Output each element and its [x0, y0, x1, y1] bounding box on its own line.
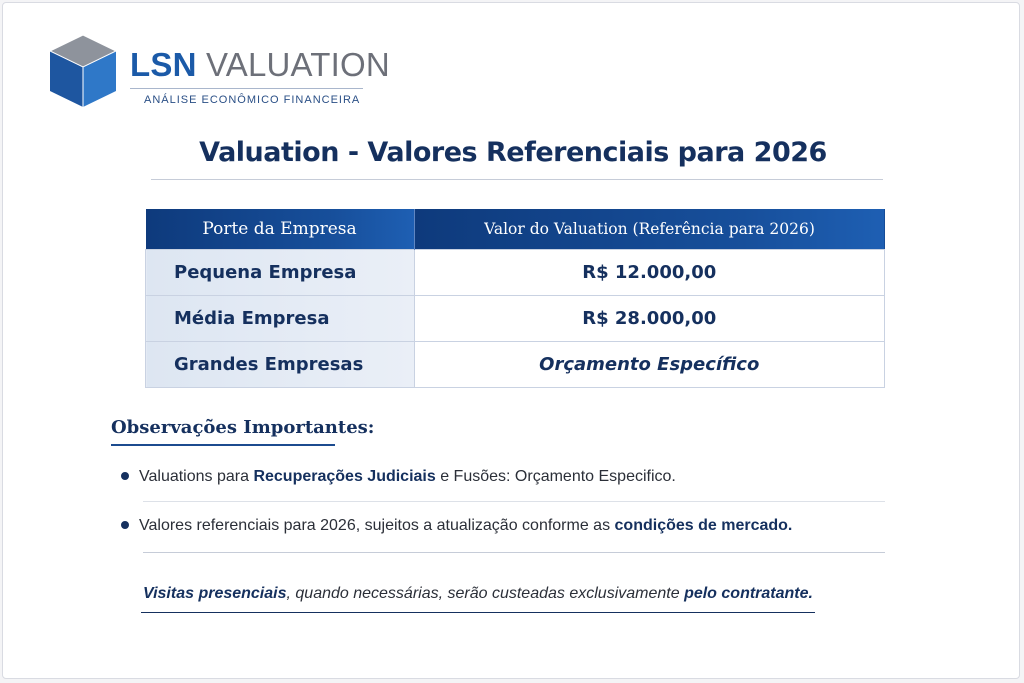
obs1-post: e Fusões: Orçamento Especifico. [435, 468, 676, 485]
valuation-table [145, 209, 885, 388]
page-title: Valuation - Valores Referenciais para 2026 [199, 137, 827, 168]
observation-item-1 [121, 468, 676, 486]
cube-icon [48, 33, 118, 108]
note-bold-2: pelo contratante. [684, 585, 813, 602]
row-porte: Pequena Empresa [146, 250, 415, 296]
header-porte: Porte da Empresa [146, 209, 415, 250]
bullet-dot-icon [121, 521, 129, 529]
brand-light: VALUATION [205, 46, 390, 83]
brand-bold: LSN [130, 46, 197, 83]
note-bold-1: Visitas presenciais [143, 585, 287, 602]
note-middle: , quando necessárias, serão custeadas exclusivamente [286, 585, 685, 602]
table-row [146, 296, 885, 342]
obs1-pre: Valuations para [139, 468, 254, 485]
obs1-bold: Recuperações Judiciais [253, 468, 436, 485]
row-porte: Grandes Empresas [146, 342, 415, 388]
observations-underline [111, 444, 335, 446]
table-row [146, 250, 885, 296]
observation-item-2 [121, 517, 792, 535]
brand-name [130, 47, 390, 83]
note-underline [141, 612, 815, 613]
logo-divider [130, 88, 363, 89]
observations-heading: Observações Importantes: [111, 417, 375, 438]
row-valor: R$ 28.000,00 [414, 296, 885, 342]
company-logo [48, 33, 390, 113]
obs2-bold: condições de mercado. [614, 517, 793, 534]
document-page [2, 2, 1020, 679]
table-header-row [146, 209, 885, 250]
visits-note [143, 585, 813, 603]
divider [143, 501, 885, 502]
brand-tagline: ANÁLISE ECONÔMICO FINANCEIRA [144, 94, 361, 106]
header-valor: Valor do Valuation (Referência para 2026) [414, 209, 885, 250]
obs2-pre: Valores referenciais para 2026, sujeitos a atualização conforme as [139, 517, 615, 534]
row-valor: R$ 12.000,00 [414, 250, 885, 296]
title-divider [151, 179, 883, 180]
divider [143, 552, 885, 553]
bullet-dot-icon [121, 472, 129, 480]
row-valor: Orçamento Específico [414, 342, 885, 388]
table-row [146, 342, 885, 388]
row-porte: Média Empresa [146, 296, 415, 342]
